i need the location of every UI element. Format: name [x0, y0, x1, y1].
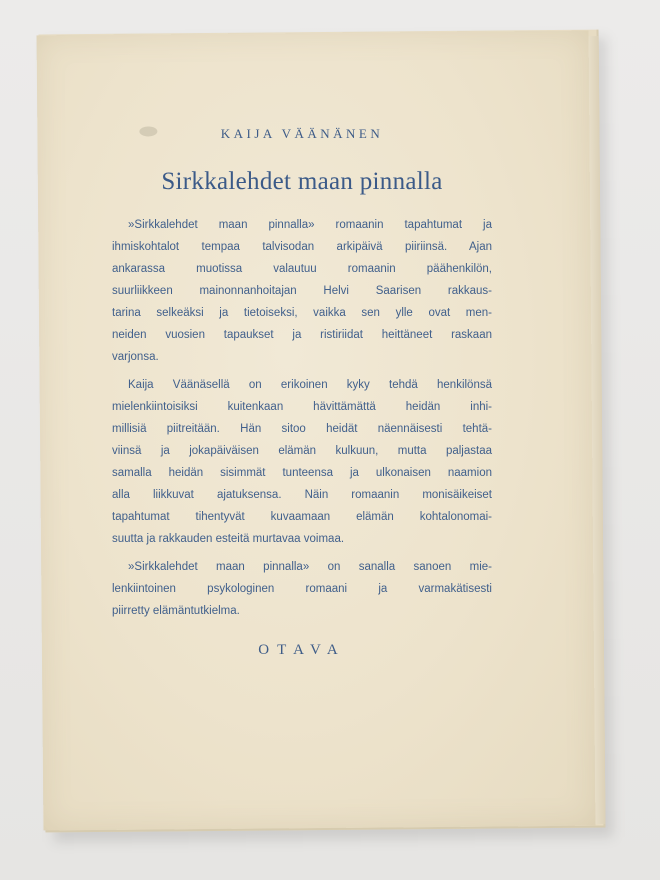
blurb-line: lenkiintoinen psykologinen romaani ja varmakätisesti [112, 583, 492, 595]
blurb-line: suutta ja rakkauden esteitä murtavaa voimaa. [112, 533, 345, 545]
blurb-line: ihmiskohtalot tempaa talvisodan arkipäivä piiriinsä. Ajan [112, 241, 492, 253]
blurb-line: tapahtumat tihentyvät kuvaamaan elämän kohtalonomai- [112, 511, 492, 523]
blurb-line: piirretty elämäntutkielma. [112, 605, 240, 617]
blurb-line: suurliikkeen mainonnanhoitajan Helvi Saarisen rakkaus- [112, 285, 492, 297]
blurb-paragraph-1 [112, 214, 492, 368]
blurb-line: varjonsa. [112, 351, 159, 363]
blurb-line: tarina selkeäksi ja tietoiseksi, vaikka sen ylle ovat men- [112, 307, 492, 319]
blurb-line: ankarassa muotissa valautuu romaanin päähenkilön, [112, 263, 492, 275]
blurb-paragraph-2 [112, 374, 492, 550]
blurb-line: viinsä ja jokapäiväisen elämän kulkuun, mutta paljastaa [112, 445, 492, 457]
author-name: KAIJA VÄÄNÄNEN [220, 126, 384, 141]
blurb-line: neiden vuosien tapaukset ja ristiriidat heittäneet raskaan [112, 329, 492, 341]
blurb [112, 214, 492, 622]
publisher-name: OTAVA [258, 642, 346, 658]
blurb-line: samalla heidän sisimmät tunteensa ja ulkonaisen naamion [112, 467, 492, 479]
blurb-paragraph-3 [112, 556, 492, 622]
cover-text-block [112, 120, 492, 659]
book-title: Sirkkalehdet maan pinnalla [161, 168, 443, 195]
blurb-line: alla liikkuvat ajatuksensa. Näin romaanin monisäikeiset [112, 489, 492, 501]
blurb-line: Kaija Väänäsellä on erikoinen kyky tehdä henkilönsä [128, 379, 492, 391]
blurb-line: »Sirkkalehdet maan pinnalla» on sanalla sanoen mie- [128, 561, 492, 573]
blurb-line: millisiä piitreitään. Hän sitoo heidät näennäisesti tehtä- [112, 423, 492, 435]
blurb-line: »Sirkkalehdet maan pinnalla» romaanin tapahtumat ja [128, 219, 492, 231]
blurb-line: mielenkiintoisiksi kuitenkaan hävittämättä heidän inhi- [112, 401, 492, 413]
